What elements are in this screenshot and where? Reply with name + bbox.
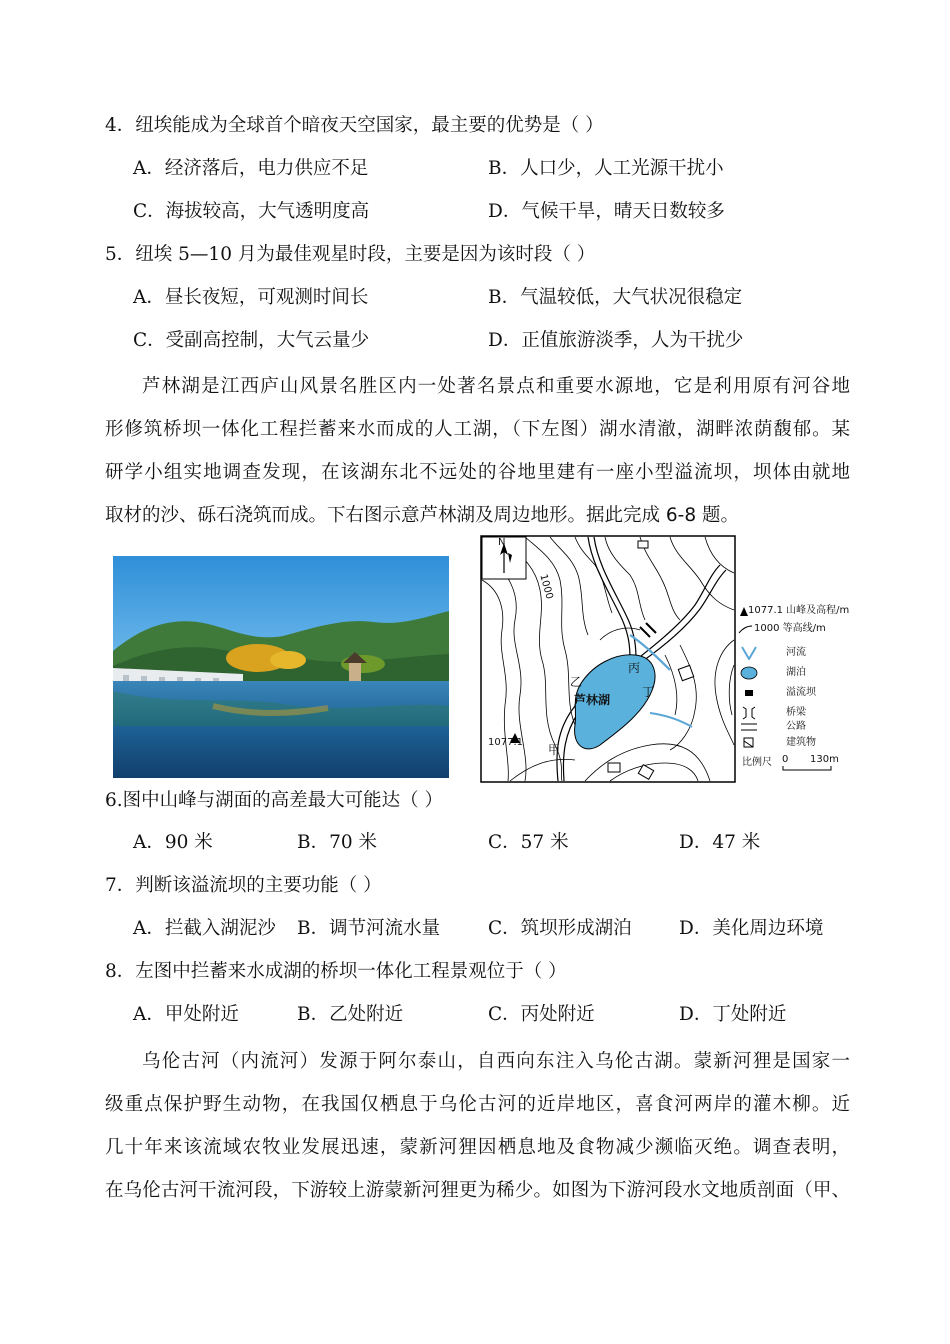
passage-line: 在乌伦古河干流河段，下游较上游蒙新河狸更为稀少。如图为下游河段水文地质剖面（甲、 bbox=[105, 1180, 850, 1201]
passage-line: 取材的沙、砾石浇筑而成。下右图示意芦林湖及周边地形。据此完成 6-8 题。 bbox=[105, 505, 739, 526]
q7-option-b: B．调节河流水量 bbox=[297, 918, 441, 939]
q8-option-d: D．丁处附近 bbox=[679, 1004, 787, 1025]
q5-option-a: A．昼长夜短，可观测时间长 bbox=[133, 287, 369, 308]
passage-ulungur-river bbox=[105, 1040, 850, 1212]
q6-option-b: B．70 米 bbox=[297, 832, 378, 853]
q7-option-d: D．美化周边环境 bbox=[679, 918, 824, 939]
q8-option-b: B．乙处附近 bbox=[297, 1004, 404, 1025]
lake-photo bbox=[113, 556, 449, 778]
q4-option-a: A．经济落后，电力供应不足 bbox=[133, 158, 369, 179]
q7-stem: 7．判断该溢流坝的主要功能（ ） bbox=[105, 875, 382, 896]
map-label-yi: 乙 bbox=[570, 675, 583, 689]
q6-stem: 6.图中山峰与湖面的高差最大可能达（ ） bbox=[105, 790, 444, 811]
q6-option-c: C．57 米 bbox=[488, 832, 569, 853]
q5-stem: 5．纽埃 5—10 月为最佳观星时段，主要是因为该时段（ ） bbox=[105, 244, 596, 265]
q7-option-c: C．筑坝形成湖泊 bbox=[488, 918, 632, 939]
map-lake-label: 芦林湖 bbox=[574, 693, 611, 707]
q7-option-a: A．拦截入湖泥沙 bbox=[133, 918, 276, 939]
q5-option-b: B．气温较低，大气状况很稳定 bbox=[488, 287, 743, 308]
q6-option-d: D．47 米 bbox=[679, 832, 761, 853]
topographic-map bbox=[480, 535, 740, 785]
q6-option-a: A．90 米 bbox=[133, 832, 213, 853]
map-contour-label: 1000 bbox=[537, 573, 555, 601]
passage-line: 级重点保护野生动物，在我国仅栖息于乌伦古河的近岸地区，喜食河两岸的灌木柳。近 bbox=[105, 1094, 850, 1115]
legend-scale: 比例尺 0 130m bbox=[742, 754, 839, 768]
q4-option-c: C．海拔较高，大气透明度高 bbox=[133, 201, 370, 222]
passage-lulin-lake bbox=[105, 365, 850, 537]
map-label-jia: 甲 bbox=[548, 743, 561, 757]
q8-option-a: A．甲处附近 bbox=[133, 1004, 239, 1025]
q4-stem: 4．纽埃能成为全球首个暗夜天空国家，最主要的优势是（ ） bbox=[105, 115, 604, 136]
q5-option-d: D．正值旅游淡季，人为干扰少 bbox=[488, 330, 744, 351]
map-north-label: N bbox=[498, 537, 506, 548]
passage-line: 形修筑桥坝一体化工程拦蓄来水而成的人工湖，（下左图）湖水清澈，湖畔浓荫馥郁。某 bbox=[105, 419, 850, 440]
q5-option-c: C．受副高控制，大气云量少 bbox=[133, 330, 370, 351]
passage-line: 研学小组实地调查发现，在该湖东北不远处的谷地里建有一座小型溢流坝，坝体由就地 bbox=[105, 462, 850, 483]
q8-stem: 8．左图中拦蓄来水成湖的桥坝一体化工程景观位于（ ） bbox=[105, 961, 567, 982]
q4-option-b: B．人口少，人工光源干扰小 bbox=[488, 158, 724, 179]
map-label-bing: 丙 bbox=[628, 661, 641, 675]
passage-line: 几十年来该流域农牧业发展迅速，蒙新河狸因栖息地及食物减少濒临灭绝。调查表明， bbox=[105, 1137, 850, 1158]
q8-option-c: C．丙处附近 bbox=[488, 1004, 595, 1025]
map-peak-label: 1077.1 bbox=[488, 737, 523, 748]
passage-line: 乌伦古河（内流河）发源于阿尔泰山，自西向东注入乌伦古湖。蒙新河狸是国家一 bbox=[142, 1051, 850, 1072]
q4-option-d: D．气候干旱，晴天日数较多 bbox=[488, 201, 725, 222]
map-label-ding: 丁 bbox=[642, 685, 655, 699]
passage-line: 芦林湖是江西庐山风景名胜区内一处著名景点和重要水源地，它是利用原有河谷地 bbox=[142, 376, 850, 397]
